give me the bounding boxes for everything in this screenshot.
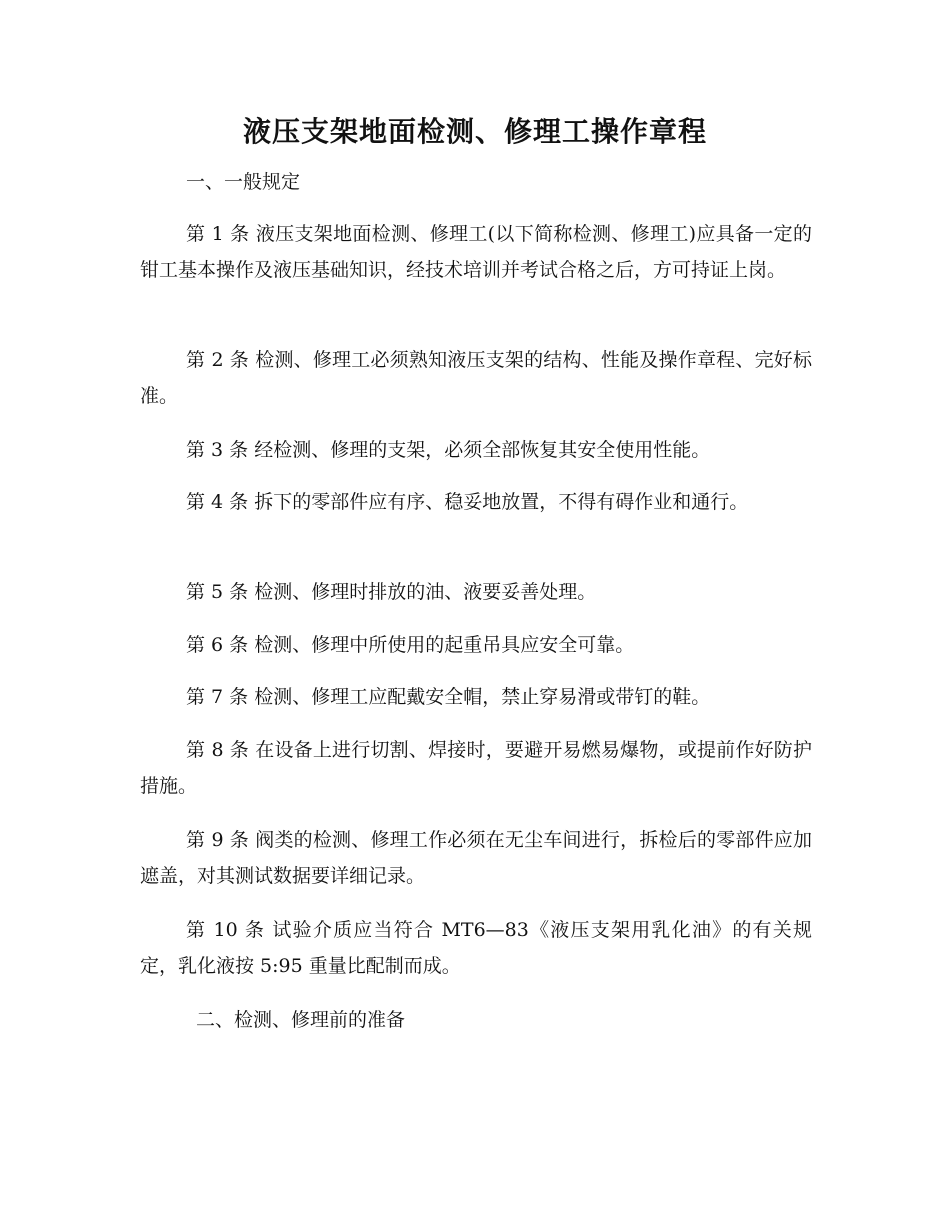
section-heading-general: 一、一般规定 (186, 171, 301, 193)
article-8: 第 8 条 在设备上进行切割、焊接时，要避开易燃易爆物，或提前作好防护措施。 (140, 739, 812, 797)
article-5: 第 5 条 检测、修理时排放的油、液要妥善处理。 (186, 581, 597, 603)
section-heading-preparation: 二、检测、修理前的准备 (196, 1009, 406, 1031)
article-10: 第 10 条 试验介质应当符合 MT6—83《液压支架用乳化油》的有关规定，乳化液按 5:95 重量比配制而成。 (140, 919, 812, 977)
document-title: 液压支架地面检测、修理工操作章程 (242, 115, 707, 148)
article-7: 第 7 条 检测、修理工应配戴安全帽，禁止穿易滑或带钉的鞋。 (186, 686, 711, 708)
article-4: 第 4 条 拆下的零部件应有序、稳妥地放置，不得有碍作业和通行。 (186, 491, 749, 513)
article-9: 第 9 条 阀类的检测、修理工作必须在无尘车间进行，拆检后的零部件应加遮盖，对其测试数据要详细记录。 (140, 829, 812, 887)
article-3: 第 3 条 经检测、修理的支架，必须全部恢复其安全使用性能。 (186, 439, 711, 461)
article-6: 第 6 条 检测、修理中所使用的起重吊具应安全可靠。 (186, 634, 635, 656)
article-1: 第 1 条 液压支架地面检测、修理工(以下简称检测、修理工)应具备一定的钳工基本操作及液压基础知识，经技术培训并考试合格之后，方可持证上岗。 (140, 223, 812, 281)
article-2: 第 2 条 检测、修理工必须熟知液压支架的结构、性能及操作章程、完好标准。 (140, 349, 812, 407)
